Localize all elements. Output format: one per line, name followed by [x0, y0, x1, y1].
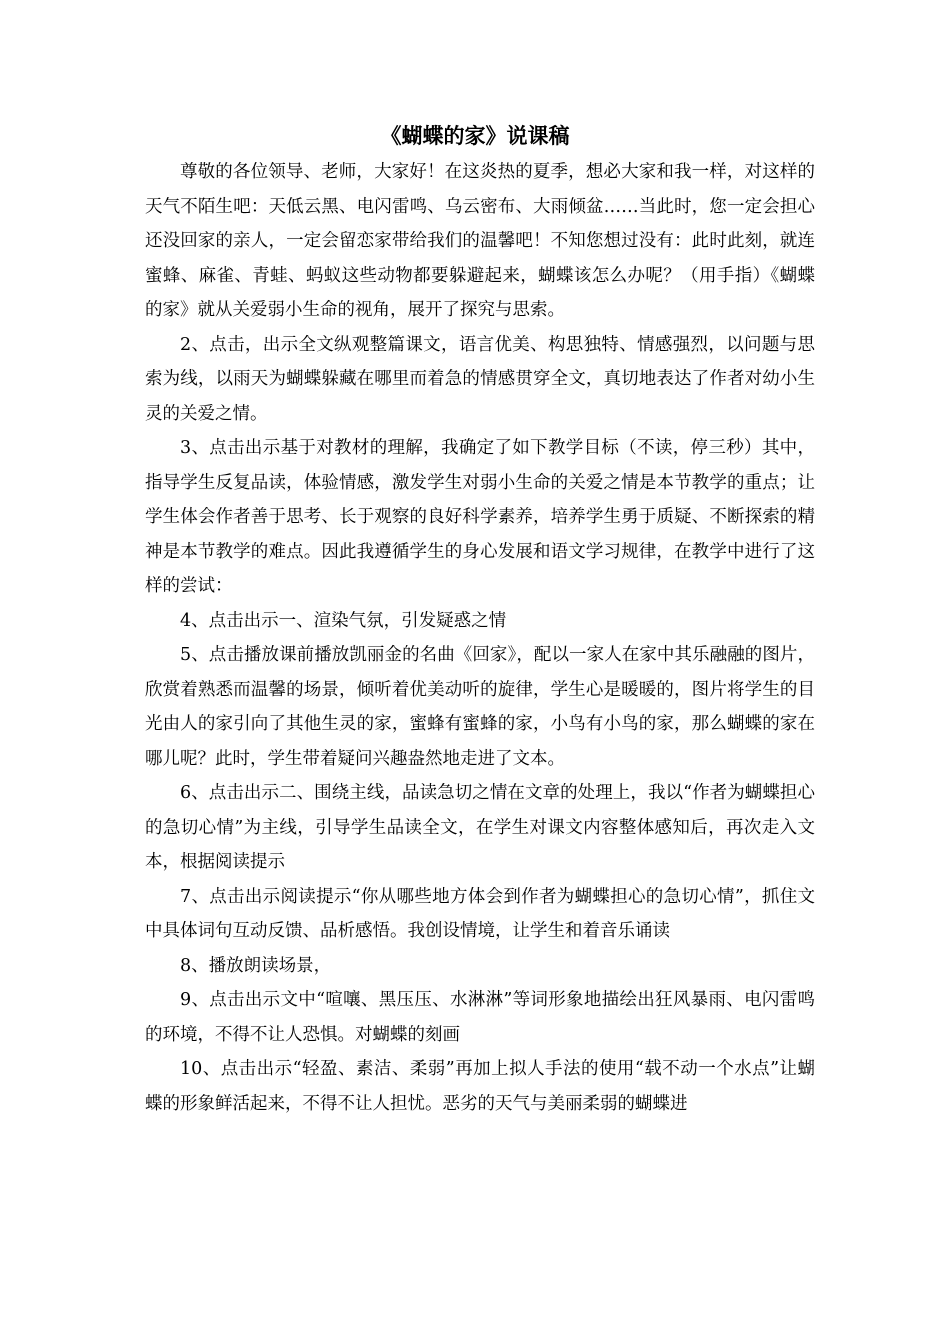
paragraph: 6、点击出示二、围绕主线，品读急切之情在文章的处理上，我以“作者为蝴蝶担心的急切心情”为主线，引导学生品读全文，在学生对课文内容整体感知后，再次走入文本，根据阅读提示 — [145, 783, 815, 872]
paragraph: 3、点击出示基于对教材的理解，我确定了如下教学目标（不读，停三秒）其中，指导学生反复品读，体验情感，激发学生对弱小生命的关爱之情是本节教学的重点；让学生体会作者善于思考、长于观察的良好科学素养，培养学生勇于质疑、不断探索的精神是本节教学的难点。因此我遵循学生的身心发展和语文学习规律，在教学中进行了这样的尝试： — [145, 438, 815, 596]
paragraph: 尊敬的各位领导、老师，大家好！在这炎热的夏季，想必大家和我一样，对这样的天气不陌生吧：天低云黑、电闪雷鸣、乌云密布、大雨倾盆……当此时，您一定会担心还没回家的亲人，一定会留恋家带给我们的温馨吧！不知您想过没有：此时此刻，就连蜜蜂、麻雀、青蛙、蚂蚁这些动物都要躲避起来，蝴蝶该怎么办呢？（用手指）《蝴蝶的家》就从关爱弱小生命的视角，展开了探究与思索。 — [145, 162, 815, 320]
paragraph: 9、点击出示文中“喧嚷、黑压压、水淋淋”等词形象地描绘出狂风暴雨、电闪雷鸣的环境，不得不让人恐惧。对蝴蝶的刻画 — [145, 990, 815, 1045]
paragraph: 8、播放朗读场景， — [180, 955, 332, 976]
paragraph: 4、点击出示一、渲染气氛，引发疑惑之情 — [180, 610, 507, 631]
paragraph: 7、点击出示阅读提示“你从哪些地方体会到作者为蝴蝶担心的急切心情”，抓住文中具体词句互动反馈、品析感悟。我创设情境，让学生和着音乐诵读 — [145, 886, 815, 941]
document-body — [145, 155, 815, 1121]
paragraph: 5、点击播放课前播放凯丽金的名曲《回家》，配以一家人在家中其乐融融的图片，欣赏着熟悉而温馨的场景，倾听着优美动听的旋律，学生心是暖暖的，图片将学生的目光由人的家引向了其他生灵的家，蜜蜂有蜜蜂的家，小鸟有小鸟的家，那么蝴蝶的家在哪儿呢？此时，学生带着疑问兴趣盎然地走进了文本。 — [145, 645, 815, 769]
page-title: 《蝴蝶的家》说课稿 — [380, 124, 570, 148]
paragraph: 2、点击，出示全文纵观整篇课文，语言优美、构思独特、情感强烈，以问题与思索为线，以雨天为蝴蝶躲藏在哪里而着急的情感贯穿全文，真切地表达了作者对幼小生灵的关爱之情。 — [145, 334, 815, 424]
paragraph: 10、点击出示“轻盈、素洁、柔弱”再加上拟人手法的使用“载不动一个水点”让蝴蝶的形象鲜活起来，不得不让人担忧。恶劣的天气与美丽柔弱的蝴蝶进 — [145, 1059, 815, 1114]
